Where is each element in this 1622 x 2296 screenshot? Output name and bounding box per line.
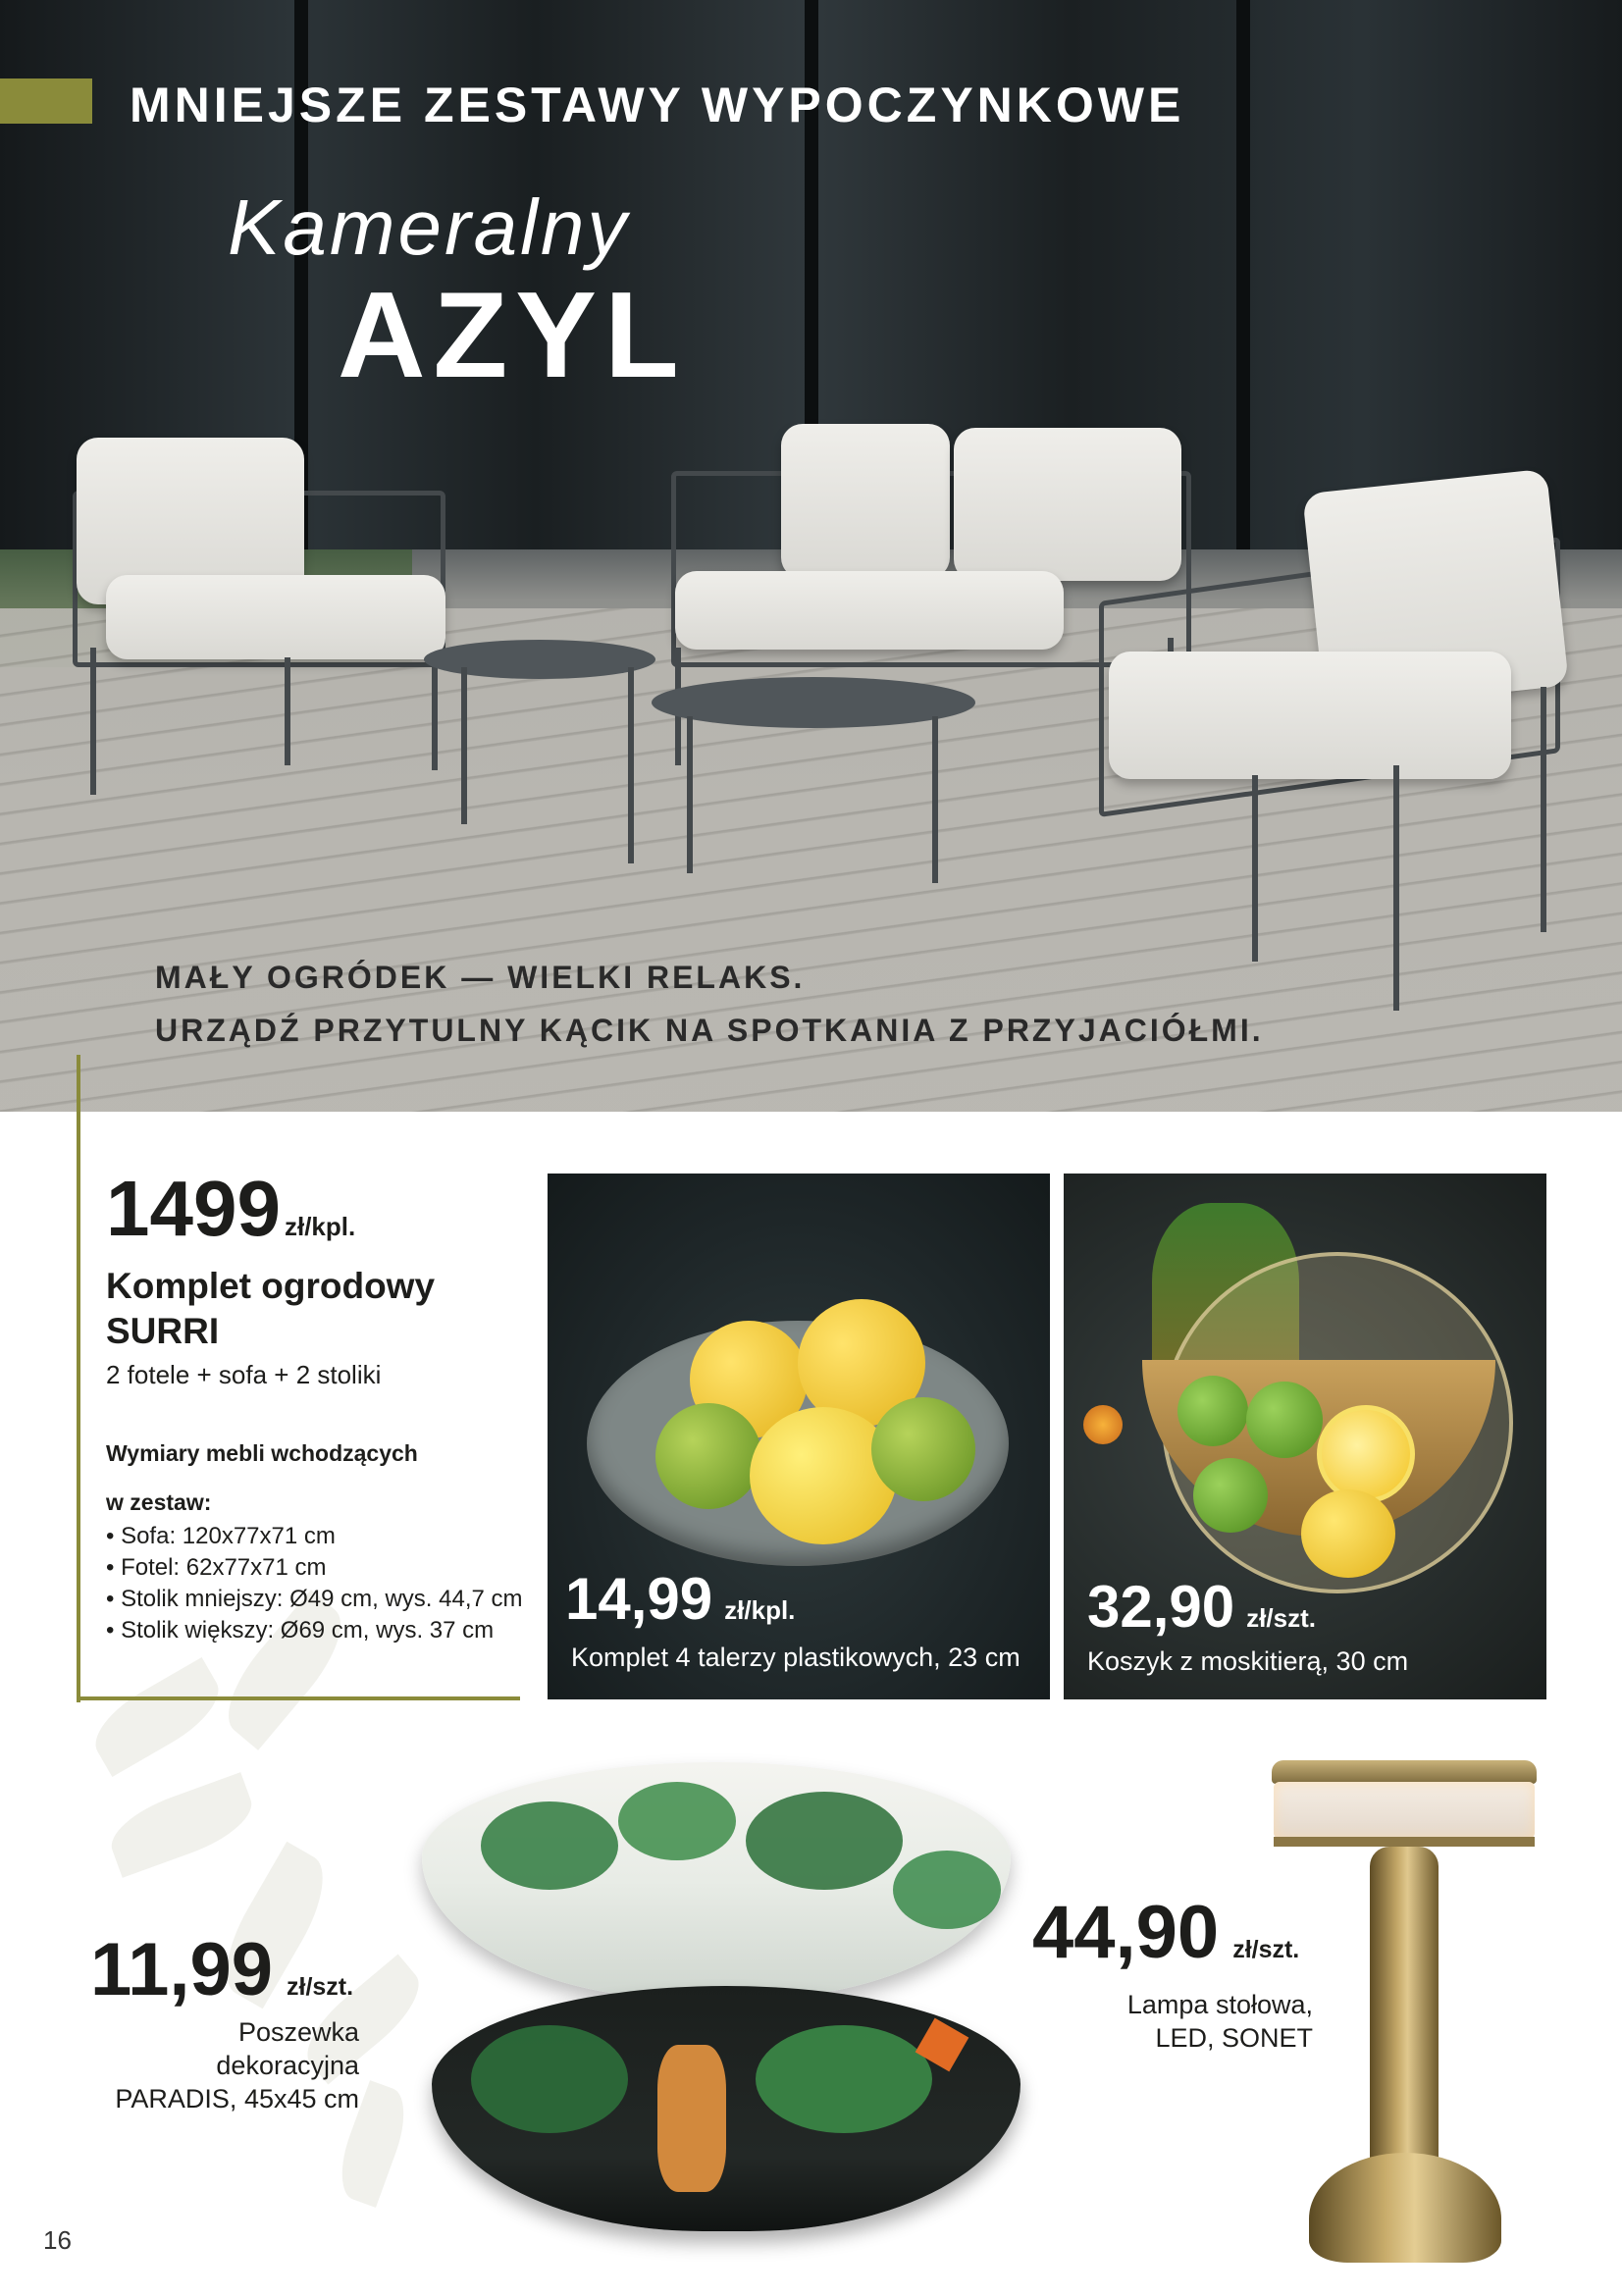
window-mullion	[1236, 0, 1250, 549]
main-product-price	[106, 1165, 356, 1252]
price-unit: zł/szt.	[1246, 1603, 1316, 1633]
plates-price	[565, 1566, 796, 1632]
leaf-shape	[102, 1772, 260, 1878]
hero-image	[0, 0, 1622, 1112]
accent-line-vertical	[77, 1055, 80, 1702]
flower-shape	[1083, 1405, 1123, 1444]
lime-shape	[871, 1397, 975, 1501]
sofa-seat-cushion	[675, 571, 1064, 650]
price-unit: zł/szt.	[287, 1973, 354, 2001]
table-leg	[461, 667, 467, 824]
basket-photo	[1064, 1174, 1546, 1699]
spec-item: • Sofa: 120x77x71 cm	[106, 1523, 336, 1549]
leaf-print	[756, 2025, 932, 2133]
chair-leg	[1393, 765, 1399, 1011]
lamp-rim	[1274, 1837, 1535, 1847]
armchair-seat-cushion	[1109, 652, 1511, 779]
sofa-back-cushion	[781, 424, 950, 579]
desc-line: PARADIS, 45x45 cm	[115, 2084, 359, 2113]
lemon-shape	[1301, 1489, 1395, 1578]
white-palm-pillow	[422, 1762, 1011, 2000]
accent-line-horizontal	[77, 1696, 520, 1700]
armchair-seat-cushion	[106, 575, 445, 659]
product-name-line-2: SURRI	[106, 1311, 220, 1351]
lamp-price	[1032, 1891, 1300, 1974]
spec-item: • Stolik mniejszy: Ø49 cm, wys. 44,7 cm	[106, 1586, 523, 1612]
basket-caption: Koszyk z moskitierą, 30 cm	[1087, 1646, 1409, 1676]
lamp-stem	[1370, 1847, 1439, 2180]
title-bold: AZYL	[338, 268, 687, 403]
product-subtitle: 2 fotele + sofa + 2 stoliki	[106, 1360, 382, 1389]
palm-print	[893, 1851, 1001, 1929]
palm-print	[481, 1801, 618, 1890]
pillow-description	[59, 2015, 359, 2115]
price-unit: zł/kpl.	[724, 1595, 796, 1625]
lamp-base	[1309, 2153, 1501, 2263]
desc-line: Poszewka	[237, 2017, 359, 2047]
pillow-price	[90, 1928, 354, 2011]
plates-caption: Komplet 4 talerzy plastikowych, 23 cm	[571, 1643, 1020, 1672]
table-leg	[687, 716, 693, 873]
chair-leg	[285, 657, 290, 765]
chair-leg	[1541, 687, 1546, 932]
lime-shape	[1177, 1376, 1248, 1446]
lime-shape	[1193, 1458, 1268, 1533]
leaf-shape	[82, 1657, 231, 1777]
tagline-line-2: URZĄDŹ PRZYTULNY KĄCIK NA SPOTKANIA Z PRZYJACIÓŁMI.	[155, 1013, 1264, 1048]
large-table-top	[652, 677, 975, 728]
price-value: 11,99	[90, 1928, 273, 2011]
basket-price	[1087, 1574, 1316, 1640]
chair-leg	[1252, 775, 1258, 962]
table-leg	[628, 667, 634, 863]
tagline-line-1: MAŁY OGRÓDEK — WIELKI RELAKS.	[155, 960, 806, 995]
product-name-line-1: Komplet ogrodowy	[106, 1266, 436, 1306]
page-number: 16	[43, 2225, 72, 2255]
table-leg	[932, 716, 938, 883]
specs-heading-2: w zestaw:	[106, 1489, 212, 1515]
specs-list	[106, 1521, 557, 1646]
lime-shape	[1246, 1382, 1323, 1458]
price-value: 1499	[106, 1165, 281, 1252]
pillows-photo	[422, 1747, 1040, 2296]
title-script: Kameralny	[228, 183, 630, 271]
leaf-print	[471, 2025, 628, 2133]
spec-item: • Stolik większy: Ø69 cm, wys. 37 cm	[106, 1617, 495, 1644]
section-accent-bar	[0, 78, 92, 124]
price-unit: zł/szt.	[1232, 1936, 1300, 1963]
lemon-slice-shape	[1317, 1405, 1415, 1503]
lamp-shade	[1274, 1782, 1535, 1839]
palm-print	[618, 1782, 736, 1860]
leaf-decoration	[0, 1570, 412, 2257]
chair-leg	[90, 648, 96, 795]
lamp-cap	[1272, 1760, 1537, 1784]
black-jungle-pillow	[432, 1986, 1020, 2231]
desc-line: LED, SONET	[1155, 2023, 1313, 2053]
sofa-back-cushion	[954, 428, 1181, 581]
section-kicker: MNIEJSZE ZESTAWY WYPOCZYNKOWE	[130, 78, 1185, 132]
desc-line: Lampa stołowa,	[1126, 1990, 1313, 2019]
desc-line: dekoracyjna	[216, 2051, 359, 2080]
price-value: 44,90	[1032, 1891, 1220, 1974]
small-table-top	[424, 640, 655, 679]
spec-item: • Fotel: 62x77x71 cm	[106, 1554, 327, 1581]
plates-photo	[548, 1174, 1050, 1699]
specs-heading: Wymiary mebli wchodzących	[106, 1440, 418, 1466]
price-unit: zł/kpl.	[284, 1212, 356, 1241]
price-value: 14,99	[565, 1566, 713, 1632]
giraffe-print	[657, 2045, 726, 2192]
price-value: 32,90	[1087, 1574, 1235, 1640]
palm-print	[746, 1792, 903, 1890]
lamp-description	[1020, 1988, 1313, 2055]
chair-leg	[432, 652, 438, 770]
lime-shape	[655, 1403, 761, 1509]
